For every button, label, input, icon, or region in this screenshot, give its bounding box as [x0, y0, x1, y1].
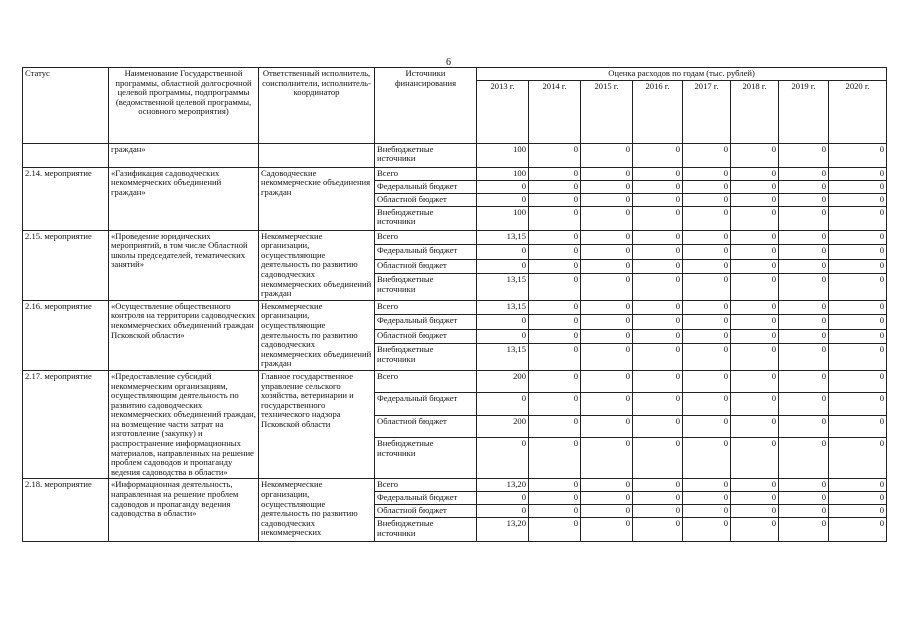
responsible-cell: Некоммерческие организации, осуществляющие деятельность по развитию садоводческих некоммерческих объединений граждан: [259, 300, 375, 370]
value-cell: 0: [581, 344, 633, 371]
value-cell: 0: [581, 505, 633, 518]
value-cell: 0: [731, 259, 779, 273]
value-cell: 0: [633, 505, 683, 518]
value-cell: 0: [683, 245, 731, 259]
source-cell: Внебюджетные источники: [375, 206, 477, 230]
value-cell: 13,20: [477, 479, 529, 492]
value-cell: 0: [683, 167, 731, 180]
value-cell: 0: [529, 259, 581, 273]
value-cell: 0: [779, 393, 829, 415]
source-cell: Федеральный бюджет: [375, 245, 477, 259]
value-cell: 0: [633, 393, 683, 415]
value-cell: 0: [683, 438, 731, 479]
value-cell: 0: [581, 370, 633, 392]
value-cell: 0: [731, 438, 779, 479]
value-cell: 0: [731, 505, 779, 518]
value-cell: 13,15: [477, 230, 529, 244]
value-cell: 0: [731, 274, 779, 301]
value-cell: 0: [731, 167, 779, 180]
year-header: 2013 г.: [477, 80, 529, 143]
status-cell: 2.15. мероприятие: [23, 230, 109, 300]
value-cell: 0: [633, 518, 683, 542]
value-cell: 0: [731, 415, 779, 437]
value-cell: 0: [829, 393, 887, 415]
value-cell: 0: [683, 274, 731, 301]
value-cell: 0: [683, 259, 731, 273]
value-cell: 0: [529, 370, 581, 392]
source-cell: Всего: [375, 370, 477, 392]
value-cell: 0: [477, 259, 529, 273]
value-cell: 0: [581, 230, 633, 244]
value-cell: 0: [683, 180, 731, 193]
responsible-cell: Садоводческие некоммерческие объединения граждан: [259, 167, 375, 230]
value-cell: 0: [829, 245, 887, 259]
responsible-cell: [259, 143, 375, 167]
value-cell: 0: [529, 230, 581, 244]
value-cell: 0: [529, 329, 581, 343]
value-cell: 0: [477, 245, 529, 259]
value-cell: 0: [633, 300, 683, 314]
value-cell: 0: [633, 180, 683, 193]
value-cell: 13,20: [477, 518, 529, 542]
year-header: 2019 г.: [779, 80, 829, 143]
source-cell: Федеральный бюджет: [375, 492, 477, 505]
value-cell: 0: [829, 274, 887, 301]
value-cell: 0: [683, 415, 731, 437]
value-cell: 0: [829, 438, 887, 479]
value-cell: 0: [731, 193, 779, 206]
value-cell: 0: [529, 206, 581, 230]
source-cell: Внебюджетные источники: [375, 143, 477, 167]
value-cell: 0: [829, 193, 887, 206]
value-cell: 13,15: [477, 344, 529, 371]
value-cell: 0: [581, 315, 633, 329]
status-cell: 2.16. мероприятие: [23, 300, 109, 370]
table-row: [23, 230, 887, 244]
value-cell: 0: [829, 344, 887, 371]
value-cell: 100: [477, 206, 529, 230]
value-cell: 0: [779, 245, 829, 259]
value-cell: 0: [529, 393, 581, 415]
value-cell: 0: [829, 370, 887, 392]
page-number: 6: [446, 57, 451, 68]
table-row: [23, 479, 887, 492]
value-cell: 0: [581, 274, 633, 301]
value-cell: 0: [829, 505, 887, 518]
value-cell: 0: [829, 230, 887, 244]
header-responsible: Ответственный исполнитель, соисполнители, исполнитель-координатор: [259, 68, 375, 144]
value-cell: 0: [731, 180, 779, 193]
year-header: 2018 г.: [731, 80, 779, 143]
value-cell: 0: [581, 393, 633, 415]
value-cell: 0: [779, 206, 829, 230]
status-cell: 2.18. мероприятие: [23, 479, 109, 542]
source-cell: Всего: [375, 167, 477, 180]
value-cell: 0: [477, 505, 529, 518]
value-cell: 0: [731, 329, 779, 343]
value-cell: 0: [779, 329, 829, 343]
year-header: 2017 г.: [683, 80, 731, 143]
value-cell: 0: [683, 370, 731, 392]
value-cell: 0: [779, 505, 829, 518]
value-cell: 0: [581, 167, 633, 180]
value-cell: 0: [633, 329, 683, 343]
value-cell: 0: [633, 315, 683, 329]
year-header: 2015 г.: [581, 80, 633, 143]
continuation-row: [23, 143, 887, 167]
table-row: [23, 167, 887, 180]
value-cell: 0: [779, 479, 829, 492]
value-cell: 0: [779, 259, 829, 273]
value-cell: 0: [633, 167, 683, 180]
budget-table: [22, 67, 887, 542]
value-cell: 0: [581, 438, 633, 479]
value-cell: 0: [683, 230, 731, 244]
source-cell: Областной бюджет: [375, 415, 477, 437]
value-cell: 0: [731, 143, 779, 167]
year-header: 2014 г.: [529, 80, 581, 143]
year-header: 2016 г.: [633, 80, 683, 143]
value-cell: 0: [683, 315, 731, 329]
value-cell: 0: [529, 167, 581, 180]
value-cell: 0: [529, 143, 581, 167]
value-cell: 0: [529, 518, 581, 542]
value-cell: 0: [829, 143, 887, 167]
responsible-cell: Некоммерческие организации, осуществляющие деятельность по развитию садоводческих некоммерческих объединений граждан: [259, 230, 375, 300]
value-cell: 0: [683, 393, 731, 415]
value-cell: 0: [829, 315, 887, 329]
value-cell: 0: [581, 479, 633, 492]
status-cell: 2.17. мероприятие: [23, 370, 109, 479]
value-cell: 0: [779, 143, 829, 167]
value-cell: 0: [829, 180, 887, 193]
header-estimate: Оценка расходов по годам (тыс. рублей): [477, 68, 887, 81]
status-cell: [23, 143, 109, 167]
source-cell: Областной бюджет: [375, 193, 477, 206]
value-cell: 0: [829, 206, 887, 230]
source-cell: Внебюджетные источники: [375, 438, 477, 479]
value-cell: 0: [633, 415, 683, 437]
value-cell: 0: [829, 167, 887, 180]
source-cell: Федеральный бюджет: [375, 315, 477, 329]
source-cell: Областной бюджет: [375, 259, 477, 273]
value-cell: 0: [829, 259, 887, 273]
value-cell: 0: [731, 315, 779, 329]
value-cell: 0: [683, 479, 731, 492]
name-cell: «Проведение юридических мероприятий, в том числе Областной школы председателей, тематических занятий»: [109, 230, 259, 300]
source-cell: Внебюджетные источники: [375, 274, 477, 301]
table-row: [23, 300, 887, 314]
value-cell: 0: [683, 492, 731, 505]
value-cell: 0: [779, 438, 829, 479]
value-cell: 0: [477, 329, 529, 343]
name-cell: граждан»: [109, 143, 259, 167]
value-cell: 0: [731, 300, 779, 314]
name-cell: «Информационная деятельность, направленная на решение проблем садоводов и пропаганду ведения садоводства в области»: [109, 479, 259, 542]
value-cell: 0: [683, 300, 731, 314]
value-cell: 0: [731, 518, 779, 542]
value-cell: 0: [581, 259, 633, 273]
value-cell: 0: [779, 167, 829, 180]
value-cell: 0: [829, 518, 887, 542]
value-cell: 0: [633, 230, 683, 244]
value-cell: 200: [477, 415, 529, 437]
source-cell: Областной бюджет: [375, 505, 477, 518]
responsible-cell: Некоммерческие организации, осуществляющие деятельность по развитию садоводческих некоммерческих: [259, 479, 375, 542]
value-cell: 0: [633, 370, 683, 392]
value-cell: 0: [779, 492, 829, 505]
value-cell: 0: [731, 206, 779, 230]
value-cell: 0: [731, 479, 779, 492]
value-cell: 0: [529, 492, 581, 505]
value-cell: 13,15: [477, 274, 529, 301]
value-cell: 0: [829, 492, 887, 505]
value-cell: 0: [731, 370, 779, 392]
value-cell: 0: [779, 230, 829, 244]
value-cell: 0: [633, 259, 683, 273]
value-cell: 0: [529, 315, 581, 329]
value-cell: 0: [633, 206, 683, 230]
value-cell: 0: [633, 193, 683, 206]
value-cell: 0: [633, 274, 683, 301]
value-cell: 0: [581, 300, 633, 314]
source-cell: Всего: [375, 479, 477, 492]
value-cell: 0: [683, 505, 731, 518]
value-cell: 0: [529, 344, 581, 371]
name-cell: «Предоставление субсидий некоммерческим организациям, осуществляющим деятельность по развитию садоводческих некоммерческих объединений граждан, на возмещение части затрат на изготовление (закупку) и распространение информационных материалов, направленных на решение проблем садоводов и пропаганду ведения садоводства в области»: [109, 370, 259, 479]
value-cell: 0: [683, 193, 731, 206]
value-cell: 0: [477, 315, 529, 329]
value-cell: 0: [683, 518, 731, 542]
value-cell: 0: [779, 370, 829, 392]
value-cell: 0: [683, 143, 731, 167]
source-cell: Областной бюджет: [375, 329, 477, 343]
value-cell: 0: [633, 438, 683, 479]
source-cell: Федеральный бюджет: [375, 180, 477, 193]
value-cell: 0: [731, 393, 779, 415]
value-cell: 0: [529, 180, 581, 193]
name-cell: «Газификация садоводческих некоммерческих объединений граждан»: [109, 167, 259, 230]
source-cell: Федеральный бюджет: [375, 393, 477, 415]
value-cell: 0: [581, 245, 633, 259]
value-cell: 0: [477, 193, 529, 206]
value-cell: 0: [529, 438, 581, 479]
value-cell: 0: [829, 415, 887, 437]
value-cell: 0: [477, 393, 529, 415]
value-cell: 0: [581, 193, 633, 206]
value-cell: 200: [477, 370, 529, 392]
value-cell: 0: [779, 315, 829, 329]
value-cell: 0: [581, 329, 633, 343]
source-cell: Внебюджетные источники: [375, 344, 477, 371]
value-cell: 0: [529, 300, 581, 314]
value-cell: 0: [529, 274, 581, 301]
value-cell: 0: [779, 415, 829, 437]
value-cell: 0: [779, 193, 829, 206]
value-cell: 0: [779, 300, 829, 314]
value-cell: 0: [581, 415, 633, 437]
value-cell: 0: [581, 143, 633, 167]
value-cell: 0: [581, 180, 633, 193]
responsible-cell: Главное государственное управление сельского хозяйства, ветеринарии и государственного технического надзора Псковской области: [259, 370, 375, 479]
value-cell: 0: [633, 245, 683, 259]
value-cell: 0: [731, 492, 779, 505]
value-cell: 0: [633, 479, 683, 492]
value-cell: 0: [529, 193, 581, 206]
value-cell: 0: [683, 329, 731, 343]
value-cell: 0: [829, 300, 887, 314]
value-cell: 0: [633, 143, 683, 167]
value-cell: 0: [683, 344, 731, 371]
table-row: [23, 370, 887, 392]
value-cell: 0: [477, 492, 529, 505]
value-cell: 0: [779, 180, 829, 193]
value-cell: 0: [633, 344, 683, 371]
value-cell: 0: [731, 245, 779, 259]
value-cell: 100: [477, 143, 529, 167]
value-cell: 13,15: [477, 300, 529, 314]
header-name: Наименование Государственной программы, областной долгосрочной целевой программы, подпрограммы (ведомственной целевой программы, основного мероприятия): [109, 68, 259, 144]
value-cell: 0: [829, 329, 887, 343]
value-cell: 0: [477, 180, 529, 193]
value-cell: 0: [731, 344, 779, 371]
value-cell: 0: [731, 230, 779, 244]
source-cell: Внебюджетные источники: [375, 518, 477, 542]
status-cell: 2.14. мероприятие: [23, 167, 109, 230]
value-cell: 0: [529, 415, 581, 437]
value-cell: 0: [581, 492, 633, 505]
value-cell: 0: [683, 206, 731, 230]
year-header: 2020 г.: [829, 80, 887, 143]
value-cell: 0: [779, 274, 829, 301]
value-cell: 0: [529, 479, 581, 492]
value-cell: 0: [633, 492, 683, 505]
header-status: Статус: [23, 68, 109, 144]
value-cell: 100: [477, 167, 529, 180]
value-cell: 0: [477, 438, 529, 479]
source-cell: Всего: [375, 230, 477, 244]
value-cell: 0: [779, 518, 829, 542]
value-cell: 0: [779, 344, 829, 371]
value-cell: 0: [529, 505, 581, 518]
source-cell: Всего: [375, 300, 477, 314]
value-cell: 0: [581, 518, 633, 542]
value-cell: 0: [529, 245, 581, 259]
header-sources: Источники финансирования: [375, 68, 477, 144]
value-cell: 0: [581, 206, 633, 230]
value-cell: 0: [829, 479, 887, 492]
name-cell: «Осуществление общественного контроля на территории садоводческих некоммерческих объединений граждан Псковской области»: [109, 300, 259, 370]
